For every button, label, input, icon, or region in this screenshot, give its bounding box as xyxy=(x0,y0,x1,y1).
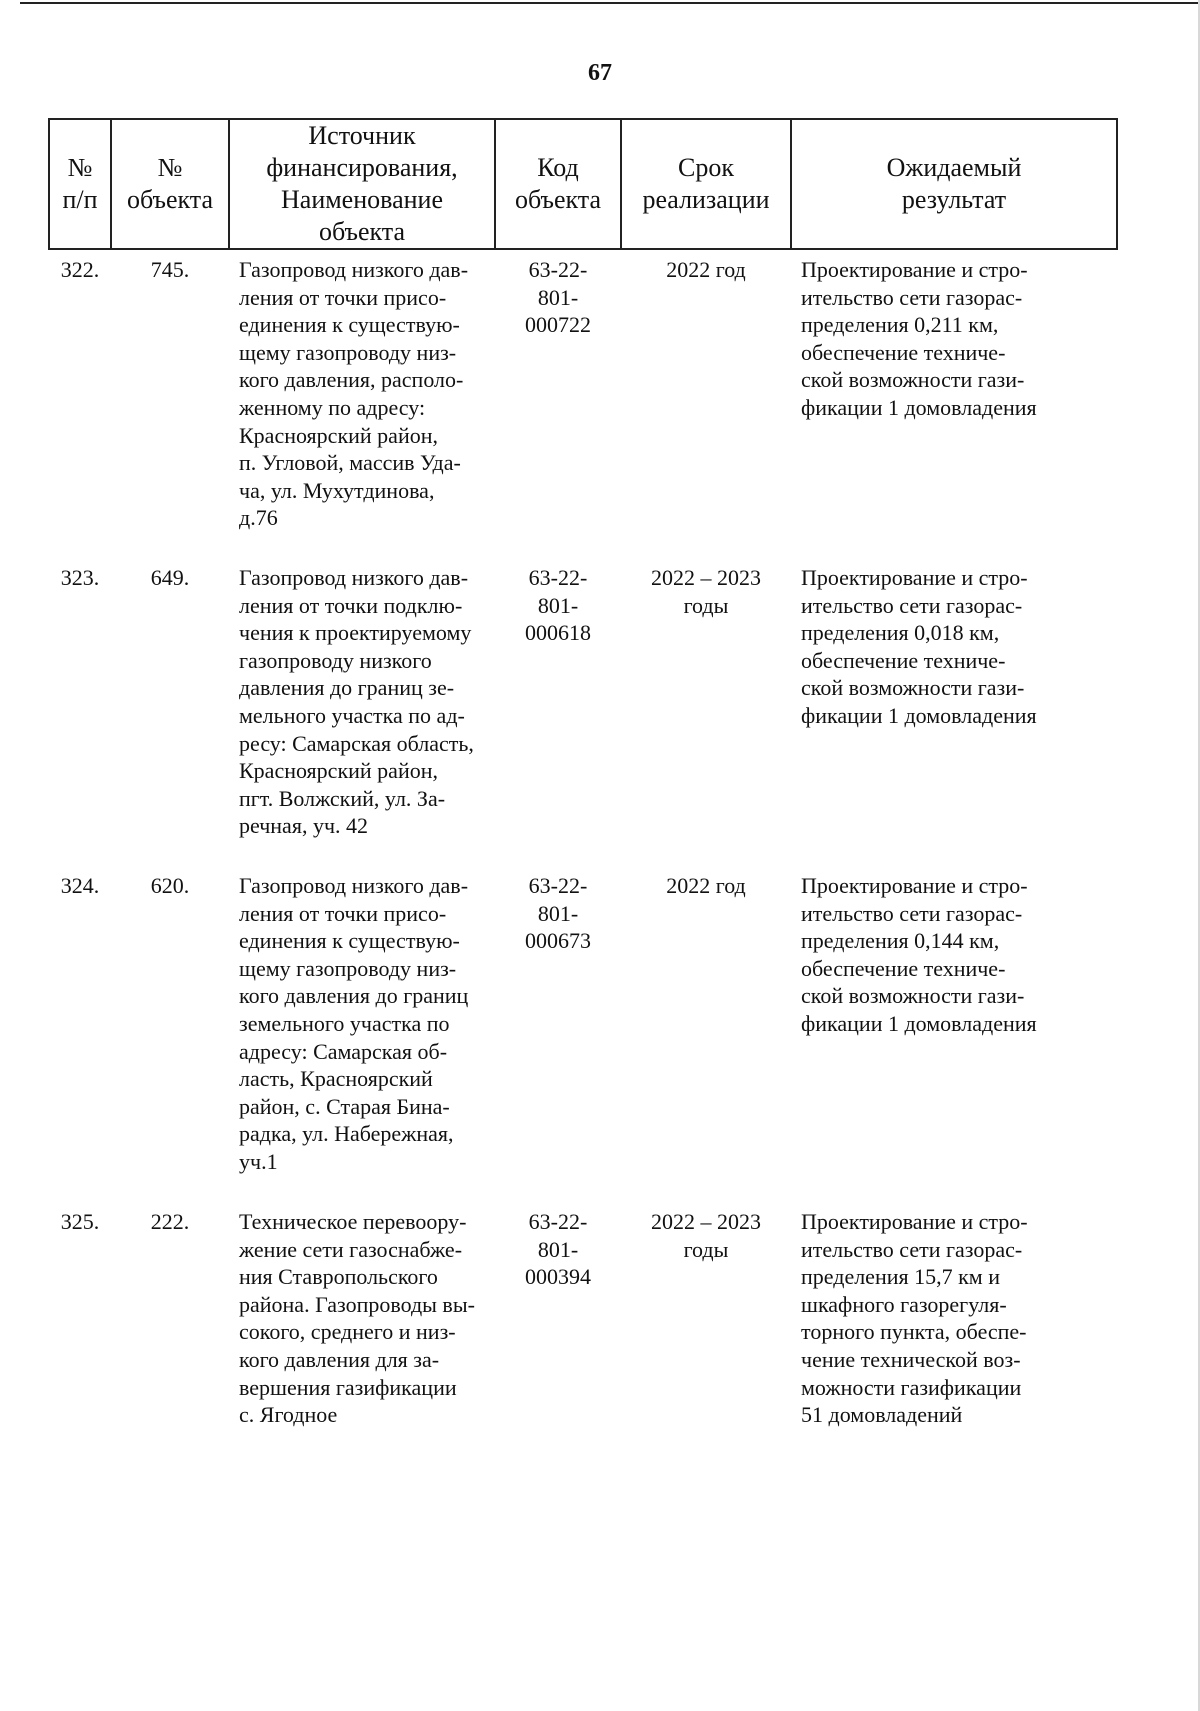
cell-object-name: Газопровод низкого дав- ления от точки присо- единения к существую- щему газопроводу низ- кого давления, располо- женному по адресу: Красноярский район, п. Угловой, массив Уда- ча, ул. Мухутдинова, д.76 xyxy=(239,257,469,531)
cell-object-code: 63-22- 801- 000618 xyxy=(525,565,591,646)
cell-object-number: 649. xyxy=(150,565,190,590)
cell-object-number: 620. xyxy=(150,873,190,898)
header-expected-result: Ожидаемый результат xyxy=(791,119,1117,249)
table-row xyxy=(49,249,1117,558)
header-object-code: Код объекта xyxy=(495,119,621,249)
cell-object-code: 63-22- 801- 000394 xyxy=(525,1209,591,1290)
cell-row-number: 325. xyxy=(60,1209,100,1234)
cell-row-number: 324. xyxy=(60,873,100,898)
scan-border-top xyxy=(20,2,1198,4)
cell-row-number: 323. xyxy=(60,565,100,590)
cell-row-number: 322. xyxy=(60,257,100,282)
header-term: Срок реализации xyxy=(621,119,791,249)
cell-expected-result: Проектирование и стро- ительство сети газорас- пределения 15,7 км и шкафного газорегуля- торного пункта, обеспе- чение технической воз- можности газификации 51 домовладений xyxy=(801,1209,1028,1428)
cell-object-name: Техническое перевоору- жение сети газоснабже- ния Ставропольского района. Газопроводы вы- сокого, среднего и низ- кого давления для за- вершения газификации с. Ягодное xyxy=(239,1209,475,1428)
table-row xyxy=(49,1202,1117,1429)
table-row xyxy=(49,866,1117,1202)
cell-term: 2022 год xyxy=(666,257,746,282)
table-header-row xyxy=(49,119,1117,249)
cell-term: 2022 год xyxy=(666,873,746,898)
cell-object-name: Газопровод низкого дав- ления от точки подклю- чения к проектируемому газопроводу низкого давления до границ зе- мельного участка по ад- ресу: Самарская область, Красноярский район, пгт. Волжский, ул. За- речная, уч. 42 xyxy=(239,565,474,839)
header-source-name: Источник финансирования, Наименование объекта xyxy=(229,119,495,249)
cell-object-number: 222. xyxy=(150,1209,190,1234)
cell-object-code: 63-22- 801- 000722 xyxy=(525,257,591,338)
cell-expected-result: Проектирование и стро- ительство сети газорас- пределения 0,018 км, обеспечение техниче- ской возможности гази- фикации 1 домовладения xyxy=(801,565,1037,728)
table-row xyxy=(49,558,1117,866)
cell-expected-result: Проектирование и стро- ительство сети газорас- пределения 0,144 км, обеспечение техниче- ской возможности гази- фикации 1 домовладения xyxy=(801,873,1037,1036)
header-object-number: № объекта xyxy=(111,119,229,249)
cell-expected-result: Проектирование и стро- ительство сети газорас- пределения 0,211 км, обеспечение техниче- ской возможности гази- фикации 1 домовладения xyxy=(801,257,1037,420)
page-number: 67 xyxy=(588,60,612,86)
cell-term: 2022 – 2023 годы xyxy=(651,565,761,618)
cell-term: 2022 – 2023 годы xyxy=(651,1209,761,1262)
objects-table xyxy=(48,118,1118,1429)
cell-object-number: 745. xyxy=(150,257,190,282)
header-row-number: № п/п xyxy=(49,119,111,249)
cell-object-code: 63-22- 801- 000673 xyxy=(525,873,591,954)
cell-object-name: Газопровод низкого дав- ления от точки присо- единения к существую- щему газопроводу низ- кого давления до границ земельного участка по адресу: Самарская об- ласть, Красноярский район, с. Старая Бина- радка, ул. Набережная, уч.1 xyxy=(239,873,469,1174)
